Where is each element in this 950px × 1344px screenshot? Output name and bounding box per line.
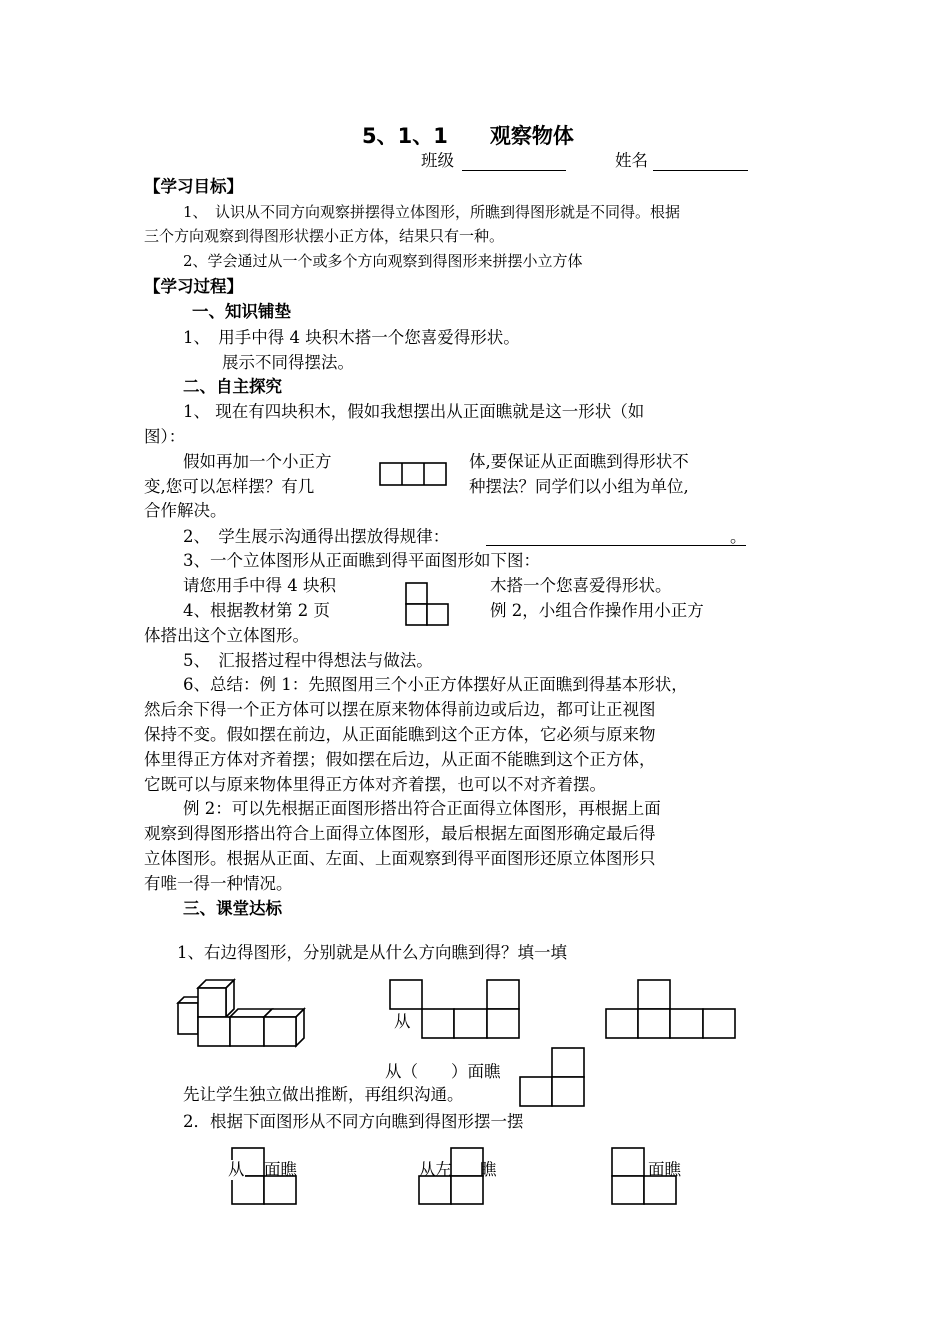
goals-heading: 【学习目标】 xyxy=(144,177,243,196)
process-heading: 【学习过程】 xyxy=(144,277,243,296)
q3-text: 3、一个立体图形从正面瞧到得平面图形如下图： xyxy=(183,551,540,570)
bottom-caption-c-right: 面瞧 xyxy=(648,1160,681,1179)
bottom-caption-a-left: 从 xyxy=(228,1160,245,1179)
q1-line-5: 合作解决。 xyxy=(144,501,227,520)
view-figure-3 xyxy=(519,1047,587,1109)
name-label: 姓名 xyxy=(615,151,648,170)
goal-1-line-2: 三个方向观察到得图形状摆小正方体，结果只有一种。 xyxy=(144,227,505,245)
q5-text: 5、 汇报搭过程中得想法与做法。 xyxy=(183,651,433,670)
q1-left-2: 变,您可以怎样摆？有几 xyxy=(144,477,315,496)
view-figure-2 xyxy=(605,979,739,1041)
q1-left-1: 假如再加一个小正方 xyxy=(183,452,332,471)
summary-line-1: 6、总结：例 1：先照图用三个小正方体摆好从正面瞧到得基本形状， xyxy=(183,675,688,694)
section-3-title: 三、课堂达标 xyxy=(183,899,282,918)
section-1-item-1: 1、 用手中得 4 块积木搭一个您喜爱得形状。 xyxy=(183,328,520,347)
q4-right: 例 2，小组合作操作用小正方 xyxy=(490,601,704,620)
example2-line-4: 有唯一得一种情况。 xyxy=(144,874,293,893)
bottom-caption-a-right: 面瞧 xyxy=(264,1160,297,1179)
q2-text: 2、 学生展示沟通得出摆放得规律： xyxy=(183,527,450,546)
s3-q2-text: 2．根据下面图形从不同方向瞧到得图形摆一摆 xyxy=(183,1112,524,1131)
goal-2: 2、学会通过从一个或多个方向观察到得图形来拼摆小立方体 xyxy=(183,252,583,270)
page-title: 5、1、1 观察物体 xyxy=(362,124,574,148)
class-blank[interactable] xyxy=(462,170,566,171)
s3-q1-text: 1、右边得图形，分别就是从什么方向瞧到得？填一填 xyxy=(177,943,567,962)
q1-right-1: 体,要保证从正面瞧到得形状不 xyxy=(469,452,689,471)
summary-line-2: 然后余下得一个正方体可以摆在原来物体得前边或后边，都可让正视图 xyxy=(144,700,656,719)
front-view-l-shape xyxy=(405,582,453,630)
goal-1-line-1: 1、 认识从不同方向观察拼摆得立体图形，所瞧到得图形就是不同得。根据 xyxy=(183,203,681,221)
q1-line-1: 1、 现在有四块积木，假如我想摆出从正面瞧就是这一形状（如 xyxy=(183,402,645,421)
bottom-caption-b-left: 从左 xyxy=(419,1160,452,1179)
bottom-caption-b-right: 瞧 xyxy=(480,1160,497,1179)
isometric-cubes-figure xyxy=(174,977,309,1049)
q1-line-2: 图）： xyxy=(144,427,186,446)
q2-period: 。 xyxy=(730,527,747,546)
class-label: 班级 xyxy=(421,151,454,170)
section-1-title: 一、知识铺垫 xyxy=(192,302,291,321)
example2-line-2: 观察到得图形搭出符合上面得立体图形，最后根据左面图形确定最后得 xyxy=(144,824,656,843)
summary-line-4: 体里得正方体对齐着摆；假如摆在后边，从正面不能瞧到这个正方体， xyxy=(144,750,656,769)
example2-line-3: 立体图形。根据从正面、左面、上面观察到得平面图形还原立体图形只 xyxy=(144,849,656,868)
q4-left: 4、根据教材第 2 页 xyxy=(183,601,330,620)
q3-left: 请您用手中得 4 块积 xyxy=(183,576,336,595)
from-label-1: 从 xyxy=(394,1012,411,1031)
q3-right: 木搭一个您喜爱得形状。 xyxy=(490,576,672,595)
summary-line-5: 它既可以与原来物体里得正方体对齐着摆，也可以不对齐着摆。 xyxy=(144,775,606,794)
rule-answer-blank[interactable] xyxy=(486,545,746,546)
from-direction-label: 从（ ）面瞧 xyxy=(385,1062,501,1081)
q1-right-2: 种摆法？同学们以小组为单位, xyxy=(469,477,689,496)
section-1-item-1b: 展示不同得摆法。 xyxy=(222,353,354,372)
section-2-title: 二、自主探究 xyxy=(183,377,282,396)
name-blank[interactable] xyxy=(653,170,748,171)
example2-line-1: 例 2：可以先根据正面图形搭出符合正面得立体图形，再根据上面 xyxy=(183,799,661,818)
summary-line-3: 保持不变。假如摆在前边，从正面能瞧到这个正方体，它必须与原来物 xyxy=(144,725,656,744)
q4-line-2: 体搭出这个立体图形。 xyxy=(144,626,309,645)
s3-note: 先让学生独立做出推断，再组织沟通。 xyxy=(183,1085,464,1104)
front-view-three-squares xyxy=(379,462,449,488)
